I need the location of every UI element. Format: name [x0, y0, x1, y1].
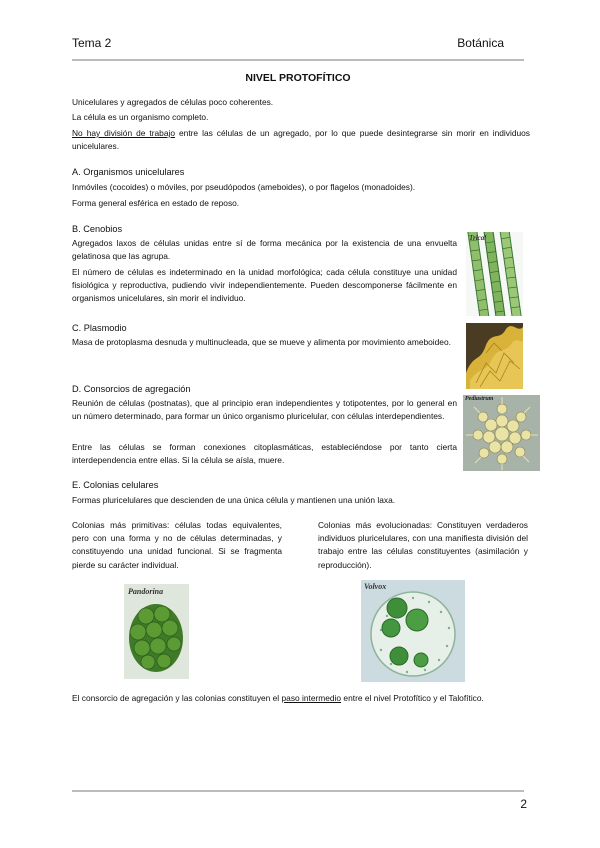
section-c-p1: Masa de protoplasma desnuda y multinucleada, que se mueve y alimenta por movimiento ameboideo. — [72, 337, 451, 347]
page-title: NIVEL PROTOFÍTICO — [245, 72, 351, 84]
pandorina-image-label: Pandorina — [128, 587, 164, 596]
header-rule — [72, 59, 524, 61]
conclusion-text — [72, 692, 532, 705]
intro-line-1: Unicelulares y agregados de células poco coherentes. — [72, 97, 274, 107]
section-c-heading: C. Plasmodio — [72, 323, 127, 333]
footer-rule — [72, 790, 524, 792]
volvox-image — [361, 580, 465, 682]
section-a-p1: Inmóviles (cocoides) o móviles, por pseudópodos (ameboides), o por flagelos (monadoides). — [72, 182, 416, 192]
section-b-p1: Agregados laxos de células unidas entre sí de forma mecánica por la existencia de una envuelta gelatinosa que las agrupa. — [72, 238, 457, 262]
section-a-p2: Forma general esférica en estado de reposo. — [72, 198, 240, 208]
section-d-p2: Entre las células se forman conexiones citoplasmáticas, estableciéndose por tanto cierta interdependencia entre ellas. Si la célula se aísla, muere. — [72, 442, 457, 466]
section-b-heading: B. Cenobios — [72, 224, 123, 234]
conclusion-after: entre el nivel Protofítico y el Talofítico. — [341, 693, 484, 703]
consorcio-image-label: Pediastrum — [465, 396, 494, 402]
section-d-heading: D. Consorcios de agregación — [72, 384, 191, 394]
plasmodio-image — [466, 323, 523, 389]
page-number: 2 — [520, 797, 527, 811]
consorcio-image — [463, 395, 540, 471]
conclusion-underlined: paso intermedio — [281, 693, 342, 703]
cenobio-image-label: Trical — [469, 234, 487, 242]
section-e-right-col: Colonias más evolucionadas: Constituyen verdaderos individuos pluricelulares, con una manifiesta división del trabajo entre las células constituyentes (asimilación y reproducción). — [318, 520, 528, 570]
section-e-p1: Formas pluricelulares que descienden de una única célula y mantienen una unión laxa. — [72, 495, 396, 505]
intro-line-3-rest: entre las células de un agregado, por lo que puede desintegrarse sin morir en individuos unicelulares. — [72, 128, 530, 152]
intro-line-3 — [72, 127, 530, 153]
header-topic: Tema 2 — [72, 36, 112, 50]
pandorina-image — [124, 584, 189, 679]
cenobio-image — [466, 232, 523, 316]
intro-line-2: La célula es un organismo completo. — [72, 112, 209, 122]
section-e-left-col: Colonias más primitivas: células todas equivalentes, pero con una forma y no de células determinadas, y constituyendo una unidad funcional. Si se fragmenta pierde su carácter individual. — [72, 520, 282, 570]
section-d-p1: Reunión de células (postnatas), que al principio eran independientes y totipotentes, por lo general en un número determinado, para formar un único organismo pluricelular, con células interdependientes. — [72, 398, 457, 422]
section-a-heading: A. Organismos unicelulares — [72, 167, 185, 177]
intro-underlined: No hay división de trabajo — [72, 128, 176, 138]
conclusion-before: El consorcio de agregación y las colonias constituyen el — [72, 693, 282, 703]
section-b-p2: El número de células es indeterminado en la unidad morfológica; cada célula constituye una unidad fisiológica y reproductiva, pudiendo vivir independientemente. Pueden descomponerse fácilmente en organismos unicelulares, sin morir el individuo. — [72, 267, 457, 304]
volvox-image-label: Volvox — [364, 582, 387, 591]
header-subject: Botánica — [457, 36, 504, 50]
section-e-heading: E. Colonias celulares — [72, 480, 159, 490]
